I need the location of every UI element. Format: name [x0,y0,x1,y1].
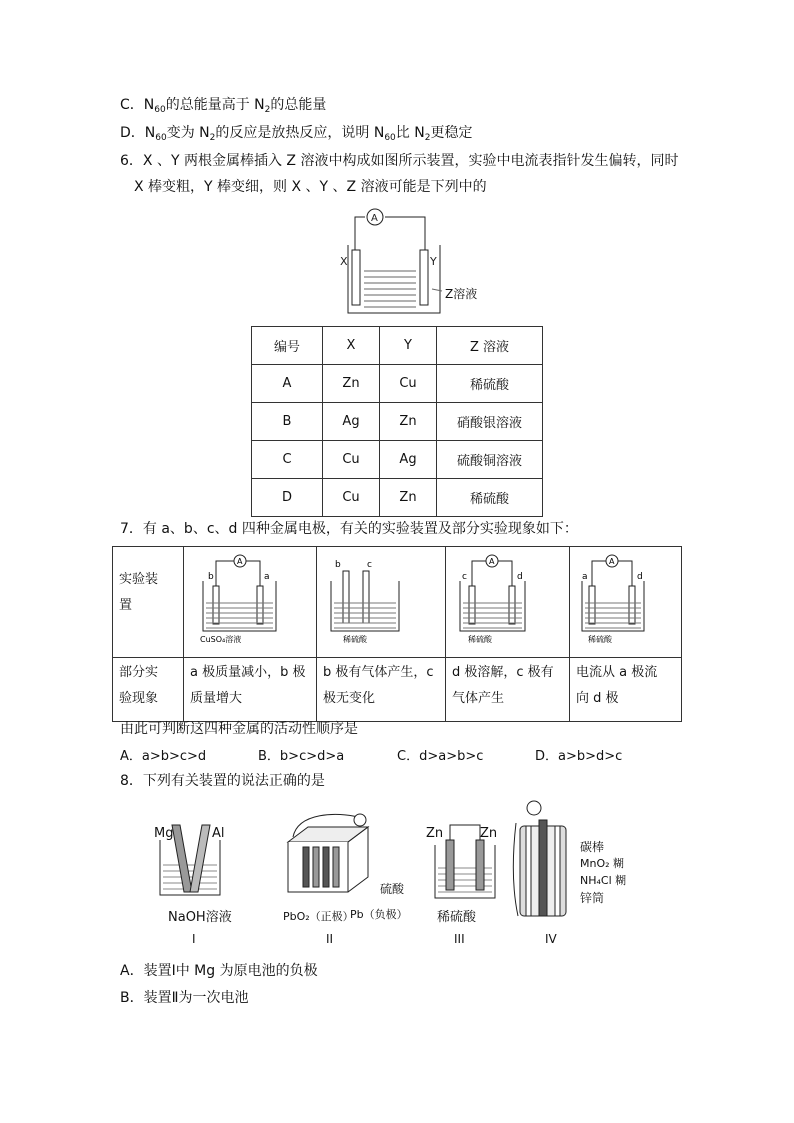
q6-ammeter-label: A [371,213,378,224]
q7-device-1 [188,551,298,643]
electrode-label: a [582,572,588,582]
table-row [252,403,543,441]
solution-label: 稀硫酸 [588,635,612,643]
fig2-acid-label: 硫酸 [380,882,405,896]
q6-stem-line2: X 棒变粗，Y 棒变细，则 X 、Y 、Z 溶液可能是下列中的 [134,179,487,195]
electrode-label: c [367,560,372,570]
phenomenon-cell: d 极溶解，c 极有 气体产生 [446,658,570,722]
fig2-pb-label: Pb（负极） [350,908,408,921]
fig1-solution-label: NaOH溶液 [168,910,232,925]
meter-label: A [609,557,615,566]
fig2-pbo2-label: PbO₂（正极） [283,910,354,923]
q7-option-c: C．d>a>b>c [397,749,484,764]
q6-y-label: Y [430,255,437,268]
q7-option-d: D．a>b>d>c [535,749,623,764]
solution-label: 稀硫酸 [343,635,367,643]
fig1-roman: I [192,932,196,946]
table-cell: 稀硫酸 [437,365,543,403]
fig3-zn-right: Zn [480,826,498,841]
q6-table [251,326,543,517]
table-header: 编号 [252,327,323,365]
q8-stem: 8．下列有关装置的说法正确的是 [120,773,325,789]
q6-x-label: X [340,255,348,268]
device-cell [184,547,317,658]
electrode-label: c [462,572,467,582]
device-cell [446,547,570,658]
table-row [252,479,543,517]
q5-option-d: D．$N_{60}$变为 $N_2$的反应是放热反应，说明 $N_{60}$比 $N_2$更稳定 [120,125,473,143]
table-cell: D [252,479,323,517]
phenomenon-cell: b 极有气体产生，c 极无变化 [317,658,446,722]
table-header: Y [380,327,437,365]
fig3-roman: III [454,932,465,946]
q7-table [112,546,682,722]
fig3-zn-left: Zn [426,826,444,841]
electrode-label: d [517,572,523,582]
phenomenon-cell: 电流从 a 极流 向 d 极 [570,658,682,722]
table-row [252,327,543,365]
table-cell: 硫酸铜溶液 [437,441,543,479]
electrode-label: b [335,560,341,570]
q7-device-2 [321,551,431,643]
q7-device-3 [450,551,560,643]
meter-label: A [237,557,243,566]
fig4-roman: IV [545,932,557,946]
fig4-carbon-label: 碳棒 [580,840,605,854]
table-cell: Zn [323,365,380,403]
table-cell: Cu [380,365,437,403]
fig2-roman: II [326,932,334,946]
table-cell: Cu [323,479,380,517]
table-cell: 硝酸银溶液 [437,403,543,441]
fig1-al-label: Al [212,826,225,841]
table-cell: Zn [380,479,437,517]
q5-option-c: C．$N_{60}$的总能量高于 $N_2$的总能量 [120,97,327,115]
fig4-mno2-label: MnO₂ 糊 [580,857,625,870]
q8-figure-2 [278,812,388,912]
solution-label: 稀硫酸 [468,635,492,643]
q7-device-4 [574,551,666,643]
device-cell [317,547,446,658]
q6-stem-line1: 6．X 、Y 两根金属棒插入 Z 溶液中构成如图所示装置，实验中电流表指针发生偏转，同时 [120,153,679,169]
table-cell: Ag [323,403,380,441]
meter-label: A [489,557,495,566]
solution-label: CuSO₄溶液 [200,635,242,643]
fig4-nh4cl-label: NH₄Cl 糊 [580,874,627,887]
q7-option-b: B．b>c>d>a [258,749,345,764]
table-cell: B [252,403,323,441]
device-cell [570,547,682,658]
table-header: Z 溶液 [437,327,543,365]
table-cell: 稀硫酸 [437,479,543,517]
q7-conclusion: 由此可判断这四种金属的活动性顺序是 [120,721,358,737]
table-row [252,441,543,479]
table-cell: A [252,365,323,403]
q8-option-b: B．装置Ⅱ为一次电池 [120,990,249,1006]
q6-solution-label: Z溶液 [445,287,478,301]
fig3-solution-label: 稀硫酸 [437,910,477,925]
phenomenon-cell: a 极质量减小，b 极 质量增大 [184,658,317,722]
q7-stem: 7．有 a、b、c、d 四种金属电极，有关的实验装置及部分实验现象如下： [120,521,578,537]
table-cell: Ag [380,441,437,479]
table-cell: Cu [323,441,380,479]
row-header: 部分实 验现象 [113,658,184,722]
row-header: 实验装 置 [113,547,184,658]
table-cell: Zn [380,403,437,441]
table-row [113,658,682,722]
q8-figure-4 [512,798,582,923]
electrode-label: b [208,572,214,582]
q8-option-a: A．装置Ⅰ中 Mg 为原电池的负极 [120,963,318,979]
fig1-mg-label: Mg [154,826,174,841]
q6-figure [330,205,470,320]
electrode-label: a [264,572,270,582]
fig4-zn-label: 锌筒 [580,891,605,905]
q7-option-a: A．a>b>c>d [120,749,207,764]
table-row [113,547,682,658]
table-row [252,365,543,403]
electrode-label: d [637,572,643,582]
table-cell: C [252,441,323,479]
table-header: X [323,327,380,365]
